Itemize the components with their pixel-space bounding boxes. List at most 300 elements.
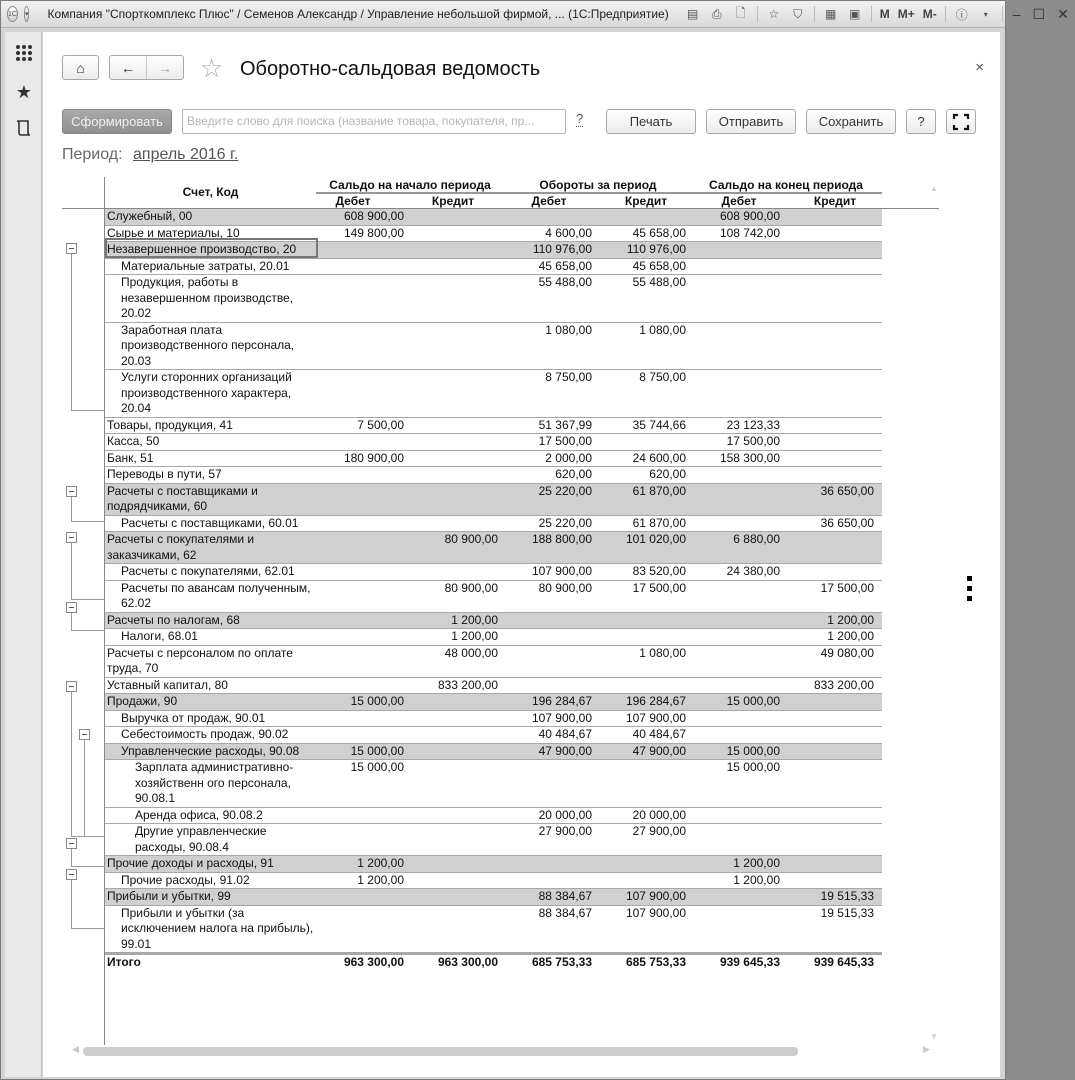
turnover-credit-cell[interactable]: 40 484,67 (632, 727, 686, 741)
opening-debit-cell[interactable] (316, 906, 407, 953)
main-menu-chevron-icon[interactable]: ▾ (24, 6, 30, 22)
closing-credit-cell[interactable] (783, 564, 877, 580)
turnover-debit-cell[interactable]: 4 600,00 (545, 225, 592, 240)
save-icon[interactable]: ▤ (687, 7, 699, 21)
save-button[interactable]: Сохранить (806, 109, 896, 134)
closing-credit-cell[interactable]: 17 500,00 (820, 580, 874, 595)
turnover-credit-cell[interactable]: 24 600,00 (632, 450, 686, 465)
generate-button[interactable]: Сформировать (62, 109, 172, 134)
account-cell[interactable]: Себестоимость продаж, 90.02 (121, 727, 289, 741)
account-cell[interactable]: Прочие доходы и расходы, 91 (107, 856, 274, 870)
history-scroll-icon[interactable] (13, 117, 35, 139)
opening-credit-cell[interactable] (407, 242, 501, 258)
table-row[interactable] (105, 516, 882, 533)
opening-credit-cell[interactable]: 48 000,00 (444, 645, 498, 660)
opening-debit-cell[interactable] (316, 808, 407, 824)
turnover-debit-cell[interactable]: 196 284,67 (531, 694, 592, 708)
turnover-debit-cell[interactable]: 40 484,67 (538, 727, 592, 741)
closing-debit-cell[interactable] (689, 808, 783, 824)
closing-credit-cell[interactable]: 1 200,00 (827, 629, 874, 643)
opening-credit-cell[interactable]: 80 900,00 (444, 532, 498, 546)
table-row[interactable] (105, 484, 882, 516)
opening-debit-cell[interactable]: 608 900,00 (343, 209, 404, 223)
account-cell[interactable]: Продукция, работы в незавершенном производстве, 20.02 (121, 275, 294, 320)
table-row[interactable] (105, 906, 882, 954)
account-cell[interactable]: Налоги, 68.01 (121, 629, 198, 643)
account-cell[interactable]: Расчеты по налогам, 68 (107, 612, 240, 627)
turnover-debit-cell[interactable]: 2 000,00 (545, 450, 592, 465)
home-button[interactable] (62, 55, 99, 80)
account-cell[interactable]: Управленческие расходы, 90.08 (121, 743, 300, 758)
closing-credit-cell[interactable] (783, 259, 877, 275)
turnover-credit-cell[interactable]: 101 020,00 (625, 532, 686, 546)
account-cell[interactable]: Расчеты с поставщиками, 60.01 (121, 515, 299, 530)
search-help-link[interactable]: ? (576, 111, 584, 126)
close-window-button[interactable]: ✕ (1057, 5, 1069, 22)
account-cell[interactable]: Расчеты с покупателями и заказчиками, 62 (107, 532, 255, 562)
account-cell[interactable]: Расчеты по авансам полученным, 62.02 (121, 580, 311, 610)
table-row[interactable] (105, 711, 882, 728)
turnover-debit-cell[interactable]: 1 080,00 (545, 322, 592, 337)
turnover-credit-cell[interactable]: 45 658,00 (632, 258, 686, 273)
turnover-debit-cell[interactable]: 188 800,00 (531, 532, 592, 546)
closing-debit-cell[interactable] (689, 646, 783, 677)
closing-credit-cell[interactable] (783, 694, 877, 710)
turnover-credit-cell[interactable] (595, 434, 689, 450)
opening-debit-cell[interactable] (316, 564, 407, 580)
closing-credit-cell[interactable] (783, 226, 877, 242)
table-row[interactable] (105, 629, 882, 646)
opening-credit-cell[interactable] (407, 824, 501, 855)
opening-credit-cell[interactable] (407, 226, 501, 242)
closing-debit-cell[interactable]: 1 200,00 (733, 856, 780, 870)
closing-debit-cell[interactable] (689, 711, 783, 727)
closing-debit-cell[interactable]: 608 900,00 (719, 209, 780, 223)
closing-credit-cell[interactable] (783, 760, 877, 807)
table-row[interactable] (105, 760, 882, 808)
turnover-debit-cell[interactable] (501, 629, 595, 645)
turnover-debit-cell[interactable]: 620,00 (555, 467, 592, 481)
turnover-credit-cell[interactable]: 55 488,00 (632, 275, 686, 289)
opening-debit-cell[interactable] (316, 532, 407, 563)
account-cell[interactable]: Переводы в пути, 57 (107, 467, 222, 481)
opening-credit-cell[interactable] (407, 727, 501, 743)
turnover-debit-cell[interactable]: 25 220,00 (538, 483, 592, 498)
turnover-debit-cell[interactable]: 88 384,67 (538, 889, 592, 903)
turnover-credit-cell[interactable]: 17 500,00 (632, 580, 686, 595)
turnover-credit-cell[interactable]: 107 900,00 (625, 710, 686, 725)
opening-debit-cell[interactable] (316, 516, 407, 532)
turnover-credit-cell[interactable] (595, 613, 689, 629)
closing-debit-cell[interactable] (689, 678, 783, 694)
turnover-credit-cell[interactable]: 8 750,00 (639, 370, 686, 384)
turnover-debit-cell[interactable]: 25 220,00 (538, 515, 592, 530)
closing-debit-cell[interactable]: 24 380,00 (726, 564, 780, 578)
opening-debit-cell[interactable]: 7 500,00 (357, 417, 404, 432)
collapse-toggle-20[interactable] (66, 243, 77, 254)
closing-debit-cell[interactable] (689, 275, 783, 322)
turnover-debit-cell[interactable]: 110 976,00 (532, 242, 592, 256)
opening-credit-cell[interactable] (407, 418, 501, 434)
1c-logo-icon[interactable]: 1С (7, 6, 18, 22)
closing-credit-cell[interactable]: 36 650,00 (820, 515, 874, 530)
opening-debit-cell[interactable] (316, 646, 407, 677)
opening-debit-cell[interactable] (316, 484, 407, 515)
fullscreen-button[interactable] (946, 109, 976, 134)
tree-line (71, 410, 105, 411)
closing-debit-cell[interactable]: 15 000,00 (726, 694, 780, 708)
opening-credit-cell[interactable] (407, 323, 501, 370)
memory-plus-button[interactable]: M+ (897, 7, 915, 21)
table-row[interactable] (105, 873, 882, 890)
closing-credit-cell[interactable] (783, 323, 877, 370)
table-row[interactable] (105, 744, 882, 761)
closing-credit-cell[interactable] (783, 856, 877, 872)
turnover-credit-cell[interactable] (595, 209, 689, 225)
horizontal-scrollbar-thumb[interactable] (83, 1047, 798, 1056)
closing-debit-cell[interactable] (689, 727, 783, 743)
turnover-debit-cell[interactable] (501, 209, 595, 225)
closing-credit-cell[interactable] (783, 744, 877, 760)
account-cell[interactable]: Услуги сторонних организаций производственного характера, 20.04 (121, 370, 292, 415)
opening-credit-cell[interactable] (407, 209, 501, 225)
turnover-credit-cell[interactable]: 47 900,00 (632, 743, 686, 758)
opening-debit-cell[interactable] (316, 581, 407, 612)
closing-debit-cell[interactable]: 6 880,00 (733, 532, 780, 546)
closing-credit-cell[interactable]: 19 515,33 (820, 889, 874, 903)
info-icon[interactable]: ⓘ (955, 7, 968, 22)
account-cell[interactable]: Касса, 50 (107, 434, 160, 448)
closing-debit-cell[interactable] (689, 323, 783, 370)
turnover-credit-cell[interactable]: 20 000,00 (632, 807, 686, 822)
turnover-credit-cell[interactable]: 61 870,00 (632, 515, 686, 530)
calendar-icon[interactable]: ▣ (849, 7, 861, 21)
opening-debit-cell[interactable]: 149 800,00 (343, 225, 404, 240)
turnover-debit-cell[interactable]: 27 900,00 (538, 824, 592, 838)
table-row[interactable] (105, 467, 882, 484)
opening-debit-cell[interactable] (316, 889, 407, 905)
opening-credit-cell[interactable] (407, 856, 501, 872)
opening-credit-cell[interactable] (407, 451, 501, 467)
opening-credit-cell[interactable] (407, 516, 501, 532)
table-row[interactable] (105, 856, 882, 873)
closing-debit-cell[interactable]: 108 742,00 (719, 225, 780, 240)
turnover-debit-cell[interactable] (501, 678, 595, 694)
closing-debit-cell[interactable]: 1 200,00 (733, 872, 780, 887)
opening-debit-cell[interactable] (316, 323, 407, 370)
opening-debit-cell[interactable] (316, 467, 407, 483)
table-row[interactable] (105, 564, 882, 581)
account-cell[interactable]: Заработная плата производственного персонала, 20.03 (121, 322, 295, 368)
turnover-credit-cell[interactable]: 35 744,66 (632, 417, 686, 432)
opening-credit-cell[interactable] (407, 467, 501, 483)
more-actions-icon[interactable] (967, 576, 973, 606)
print-icon[interactable]: ⎙ (711, 6, 722, 21)
opening-debit-cell[interactable] (316, 259, 407, 275)
collapse-toggle-90-08[interactable] (79, 729, 90, 740)
opening-debit-cell[interactable] (316, 711, 407, 727)
turnover-debit-cell[interactable]: 107 900,00 (531, 710, 592, 725)
opening-credit-cell[interactable] (407, 889, 501, 905)
turnover-credit-cell[interactable] (595, 856, 689, 872)
closing-debit-cell[interactable]: 158 300,00 (719, 450, 780, 465)
turnover-credit-cell[interactable]: 110 976,00 (626, 242, 686, 256)
help-button[interactable]: ? (906, 109, 936, 134)
opening-debit-cell[interactable]: 15 000,00 (350, 743, 404, 758)
opening-debit-cell[interactable] (316, 434, 407, 450)
turnover-credit-cell[interactable]: 1 080,00 (639, 322, 686, 337)
closing-credit-cell[interactable] (783, 873, 877, 889)
opening-debit-cell[interactable]: 15 000,00 (350, 694, 404, 708)
scroll-right-arrow[interactable]: ▶ (923, 1044, 930, 1054)
turnover-debit-cell[interactable]: 45 658,00 (538, 258, 592, 273)
collapse-toggle-68[interactable] (66, 602, 77, 613)
table-row[interactable] (105, 434, 882, 451)
turnover-debit-cell[interactable] (501, 760, 595, 807)
opening-credit-cell[interactable] (407, 694, 501, 710)
closing-credit-cell[interactable] (783, 275, 877, 322)
table-row[interactable] (105, 418, 882, 435)
closing-debit-cell[interactable]: 23 123,33 (726, 417, 780, 432)
opening-credit-cell[interactable] (407, 564, 501, 580)
opening-debit-cell[interactable] (316, 629, 407, 645)
print-preview-icon[interactable]: 🗋 (735, 5, 746, 20)
turnover-credit-cell[interactable]: 27 900,00 (632, 824, 686, 838)
closing-credit-cell[interactable] (783, 451, 877, 467)
opening-debit-cell[interactable] (316, 613, 407, 629)
turnover-debit-cell[interactable] (501, 873, 595, 889)
opening-credit-cell[interactable] (407, 711, 501, 727)
turnover-credit-cell[interactable]: 45 658,00 (632, 225, 686, 240)
collapse-toggle-91[interactable] (66, 838, 77, 849)
opening-debit-cell[interactable] (316, 678, 407, 694)
minimize-button[interactable]: – (1012, 6, 1021, 22)
closing-credit-cell[interactable] (783, 370, 877, 417)
opening-credit-cell[interactable] (407, 808, 501, 824)
period-label: Период: (62, 146, 123, 163)
table-row[interactable] (105, 678, 882, 695)
table-row[interactable] (105, 646, 882, 678)
memory-minus-button[interactable]: M- (922, 7, 937, 21)
closing-debit-cell[interactable] (689, 824, 783, 855)
turnover-debit-cell[interactable] (501, 646, 595, 677)
memory-m-button[interactable]: M (879, 7, 890, 21)
tree-line (71, 613, 72, 630)
search-input[interactable]: Введите слово для поиска (название товара, покупателя, пр... (182, 109, 566, 134)
closing-credit-cell[interactable] (783, 532, 877, 563)
opening-debit-cell[interactable]: 1 200,00 (357, 856, 404, 870)
closing-debit-cell[interactable] (689, 259, 783, 275)
closing-debit-cell[interactable]: 15 000,00 (726, 743, 780, 758)
tree-line (71, 543, 72, 599)
closing-debit-cell[interactable] (689, 484, 783, 515)
opening-debit-cell[interactable] (316, 242, 407, 258)
turnover-debit-cell[interactable]: 88 384,67 (538, 905, 592, 920)
account-cell[interactable]: Расчеты с покупателями, 62.01 (121, 564, 295, 578)
turnover-debit-cell[interactable]: 8 750,00 (545, 370, 592, 384)
turnover-debit-cell[interactable]: 17 500,00 (538, 434, 592, 448)
collapse-toggle-62[interactable] (66, 532, 77, 543)
closing-debit-cell[interactable] (689, 467, 783, 483)
closing-credit-cell[interactable]: 36 650,00 (820, 483, 874, 498)
opening-credit-cell[interactable] (407, 484, 501, 515)
turnover-credit-cell[interactable]: 107 900,00 (625, 905, 686, 920)
account-cell[interactable]: Продажи, 90 (107, 694, 178, 708)
account-cell[interactable]: Сырье и материалы, 10 (107, 225, 240, 240)
send-button[interactable]: Отправить (706, 109, 796, 134)
account-cell[interactable]: Материальные затраты, 20.01 (121, 258, 290, 273)
table-row[interactable] (105, 808, 882, 825)
table-row[interactable] (105, 451, 882, 468)
collapse-toggle-99[interactable] (66, 869, 77, 880)
account-cell[interactable]: Незавершенное производство, 20 (107, 242, 297, 256)
table-row[interactable] (105, 323, 882, 371)
turnover-credit-cell[interactable]: 196 284,67 (625, 694, 686, 708)
turnover-debit-cell[interactable]: 51 367,99 (538, 417, 592, 432)
opening-credit-cell[interactable] (407, 873, 501, 889)
opening-debit-cell[interactable] (316, 727, 407, 743)
closing-credit-cell[interactable] (783, 824, 877, 855)
closing-debit-cell[interactable] (689, 242, 783, 258)
turnover-credit-cell[interactable]: 61 870,00 (632, 483, 686, 498)
opening-credit-cell[interactable] (407, 760, 501, 807)
opening-credit-cell[interactable] (407, 259, 501, 275)
turnover-debit-cell[interactable]: 47 900,00 (538, 743, 592, 758)
turnover-credit-cell[interactable]: 620,00 (649, 467, 686, 481)
closing-debit-cell[interactable]: 15 000,00 (726, 760, 780, 774)
scroll-left-arrow[interactable]: ◀ (72, 1044, 79, 1054)
calculator-icon[interactable]: ▦ (825, 7, 837, 21)
table-row[interactable] (105, 889, 882, 906)
opening-credit-cell[interactable] (407, 370, 501, 417)
table-row[interactable] (105, 581, 882, 613)
apps-grid-icon[interactable] (13, 42, 35, 64)
account-cell[interactable]: Зарплата административно-хозяйственн ого персонала, 90.08.1 (135, 760, 294, 805)
account-cell[interactable]: Другие управленческие расходы, 90.08.4 (135, 824, 267, 854)
account-cell[interactable]: Аренда офиса, 90.08.2 (135, 807, 263, 822)
closing-credit-cell[interactable]: 49 080,00 (820, 645, 874, 660)
info-dropdown-icon[interactable]: ▾ (983, 9, 988, 19)
closing-credit-cell[interactable]: 19 515,33 (820, 905, 874, 920)
turnover-debit-cell[interactable]: 80 900,00 (538, 580, 592, 595)
turnover-debit-cell[interactable]: 107 900,00 (531, 564, 592, 578)
period-link[interactable]: апрель 2016 г. (133, 146, 239, 163)
account-cell[interactable]: Уставный капитал, 80 (107, 677, 228, 692)
table-row[interactable] (105, 275, 882, 323)
account-cell[interactable]: Расчеты с поставщиками и подрядчиками, 60 (107, 483, 258, 513)
account-cell[interactable]: Служебный, 00 (107, 209, 193, 223)
collapse-toggle-60[interactable] (66, 486, 77, 497)
closing-credit-cell[interactable]: 1 200,00 (827, 612, 874, 627)
opening-debit-cell[interactable] (316, 824, 407, 855)
closing-debit-cell[interactable] (689, 581, 783, 612)
account-cell[interactable]: Банк, 51 (107, 450, 154, 465)
turnover-credit-cell[interactable]: 107 900,00 (625, 889, 686, 903)
closing-debit-cell[interactable]: 17 500,00 (726, 434, 780, 448)
table-row[interactable] (105, 532, 882, 564)
account-cell[interactable]: Прочие расходы, 91.02 (121, 872, 250, 887)
home-icon: ⌂ (76, 59, 85, 76)
scroll-down-arrow[interactable]: ▼ (930, 1032, 938, 1041)
opening-debit-cell[interactable] (316, 275, 407, 322)
turnover-debit-cell[interactable] (501, 613, 595, 629)
table-row[interactable] (105, 259, 882, 276)
opening-debit-cell[interactable] (316, 370, 407, 417)
collapse-toggle-90[interactable] (66, 681, 77, 692)
closing-debit-cell[interactable] (689, 889, 783, 905)
opening-credit-cell[interactable]: 80 900,00 (444, 580, 498, 595)
closing-credit-cell[interactable] (783, 808, 877, 824)
opening-credit-cell[interactable]: 1 200,00 (451, 629, 498, 643)
turnover-credit-cell[interactable] (595, 760, 689, 807)
scroll-up-arrow[interactable]: ▲ (930, 184, 938, 193)
favorites-star-icon[interactable]: ★ (15, 81, 33, 102)
opening-credit-cell[interactable]: 1 200,00 (451, 612, 498, 627)
table-row[interactable] (105, 613, 882, 630)
print-button[interactable]: Печать (606, 109, 696, 134)
closing-debit-cell[interactable] (689, 613, 783, 629)
closing-credit-cell[interactable] (783, 467, 877, 483)
opening-debit-cell[interactable]: 15 000,00 (350, 760, 404, 774)
closing-debit-cell[interactable] (689, 906, 783, 953)
account-cell[interactable]: Расчеты с персоналом по оплате труда, 70 (107, 645, 293, 675)
close-form-button[interactable]: × (975, 59, 984, 76)
account-cell[interactable]: Прибыли и убытки, 99 (107, 889, 231, 903)
account-cell[interactable]: Прибыли и убытки (за исключением налога на прибыль), 99.01 (121, 905, 314, 951)
closing-credit-cell[interactable] (783, 727, 877, 743)
closing-credit-cell[interactable] (783, 711, 877, 727)
add-to-favorites-icon[interactable]: ☆ (768, 7, 780, 21)
table-row[interactable] (105, 370, 882, 418)
closing-debit-cell[interactable] (689, 370, 783, 417)
closing-debit-cell[interactable] (689, 629, 783, 645)
favorite-star-icon[interactable]: ☆ (200, 53, 224, 83)
closing-credit-cell[interactable] (783, 209, 877, 225)
opening-credit-cell[interactable] (407, 434, 501, 450)
table-row[interactable] (105, 727, 882, 744)
turnover-debit-cell[interactable]: 20 000,00 (538, 807, 592, 822)
account-cell[interactable]: Товары, продукция, 41 (107, 417, 233, 432)
turnover-credit-cell[interactable] (595, 873, 689, 889)
forward-button[interactable]: → (157, 59, 172, 76)
opening-debit-cell[interactable]: 1 200,00 (357, 872, 404, 887)
turnover-credit-cell[interactable]: 1 080,00 (639, 645, 686, 660)
maximize-button[interactable]: ☐ (1032, 5, 1046, 22)
closing-credit-cell[interactable] (783, 242, 877, 258)
opening-credit-cell[interactable] (407, 906, 501, 953)
closing-debit-cell[interactable] (689, 516, 783, 532)
turnover-credit-cell[interactable] (595, 629, 689, 645)
closing-credit-cell[interactable] (783, 418, 877, 434)
opening-credit-cell[interactable] (407, 744, 501, 760)
table-row[interactable] (105, 824, 882, 856)
tree-line (84, 740, 85, 836)
closing-credit-cell[interactable] (783, 434, 877, 450)
favorites-icon[interactable]: ⛉ (793, 6, 803, 21)
opening-credit-cell[interactable]: 833 200,00 (437, 677, 498, 692)
back-button[interactable]: ← (121, 59, 135, 76)
account-cell[interactable]: Выручка от продаж, 90.01 (121, 710, 266, 725)
closing-credit-cell[interactable]: 833 200,00 (813, 677, 874, 692)
turnover-debit-cell[interactable] (501, 856, 595, 872)
opening-debit-cell[interactable]: 180 900,00 (343, 450, 404, 465)
opening-credit-cell[interactable] (407, 275, 501, 322)
turnover-credit-cell[interactable]: 83 520,00 (632, 564, 686, 578)
table-row[interactable] (105, 694, 882, 711)
turnover-debit-cell[interactable]: 55 488,00 (538, 275, 592, 289)
table-row[interactable] (105, 209, 882, 226)
turnover-credit-cell[interactable] (595, 678, 689, 694)
